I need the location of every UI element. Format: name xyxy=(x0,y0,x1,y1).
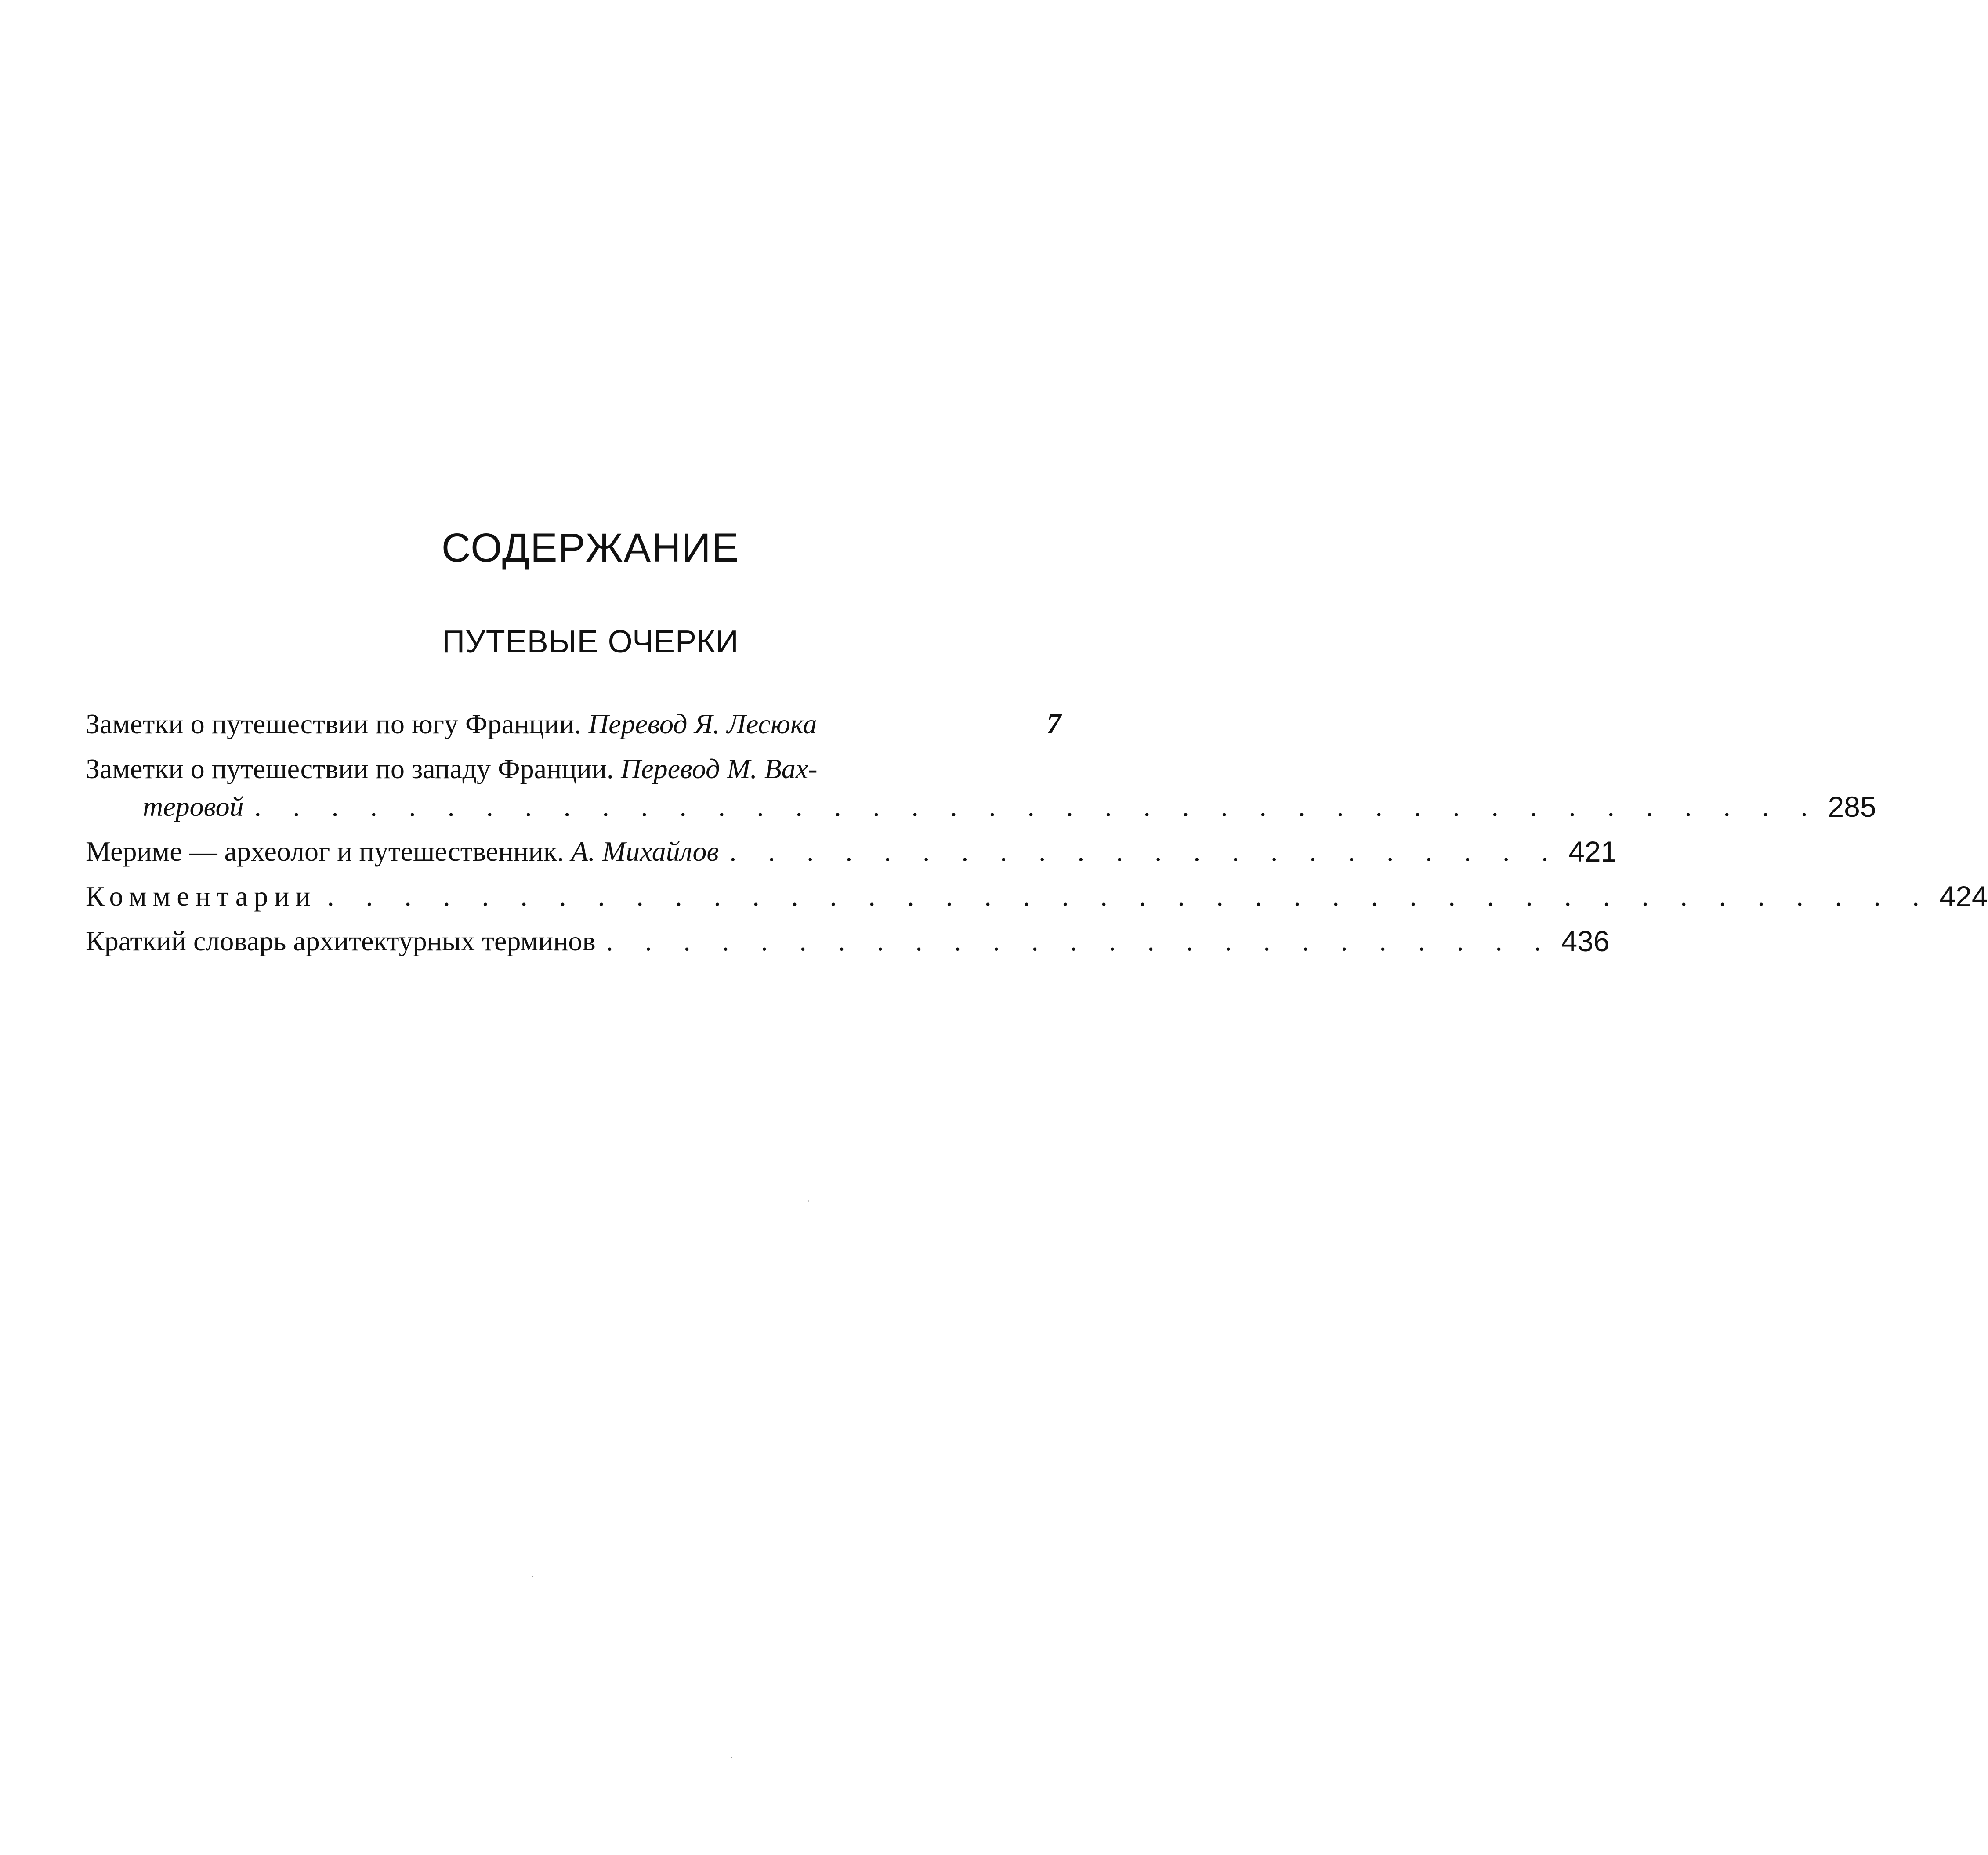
toc-entry-translator: Перевод Я. Лесюка xyxy=(588,708,817,739)
toc-entry-south-france[interactable] xyxy=(86,705,1061,743)
toc-entry-title: Комментарии xyxy=(86,880,317,912)
leader-dots: . . . . . . . . . . . . . . . . . . . . . . . . . xyxy=(606,925,1553,956)
toc-entry-page: 421 xyxy=(1568,835,1617,868)
leader-dots: . . . . . . . . . . . . . . . . . . . . . . . . . . . . . . . . . . . . . . . . . . xyxy=(327,880,1932,912)
page-title: СОДЕРЖАНИЕ xyxy=(441,525,740,570)
toc-entry-title: Заметки о путешествии по западу Франции. Перевод М. Вах- xyxy=(86,753,818,784)
toc-entry-title: Краткий словарь архитектурных терминов xyxy=(86,925,596,956)
leader-dots: . . . . . . . . . . . . . . . . . . . . . . xyxy=(729,836,1561,867)
toc-entry-title: Заметки о путешествии по югу Франции. Перевод Я. Лесюка xyxy=(86,708,817,739)
leader-dots: . . . . . . . . . . . . . . . . . . . . . . . . . . . . . . . . . . . . . . . . . xyxy=(254,791,1820,822)
toc-entry-translator: Перевод М. Вах- xyxy=(620,753,818,784)
toc-entry-merimee-archaeologist[interactable] xyxy=(86,833,1617,870)
toc-entry-author: А. Михайлов xyxy=(571,836,719,867)
toc-entry-title: Мериме — археолог и путешественник. А. Михайлов xyxy=(86,836,719,867)
table-of-contents xyxy=(86,705,1988,967)
toc-entry-commentary[interactable] xyxy=(86,877,1988,915)
toc-entry-page: 424 xyxy=(1939,880,1988,913)
scan-speck xyxy=(731,1757,732,1758)
toc-entry-page: 285 xyxy=(1828,790,1876,823)
toc-entry-page: 436 xyxy=(1561,925,1610,957)
toc-entry-page: 7 xyxy=(1047,708,1061,740)
scan-speck xyxy=(808,1200,809,1202)
section-heading: ПУТЕВЫЕ ОЧЕРКИ xyxy=(442,624,739,659)
toc-entry-translator-cont: теровой xyxy=(143,791,244,822)
toc-entry-glossary[interactable] xyxy=(86,922,1610,960)
toc-entry-west-france[interactable] xyxy=(86,750,1876,826)
scan-speck xyxy=(532,1576,533,1577)
